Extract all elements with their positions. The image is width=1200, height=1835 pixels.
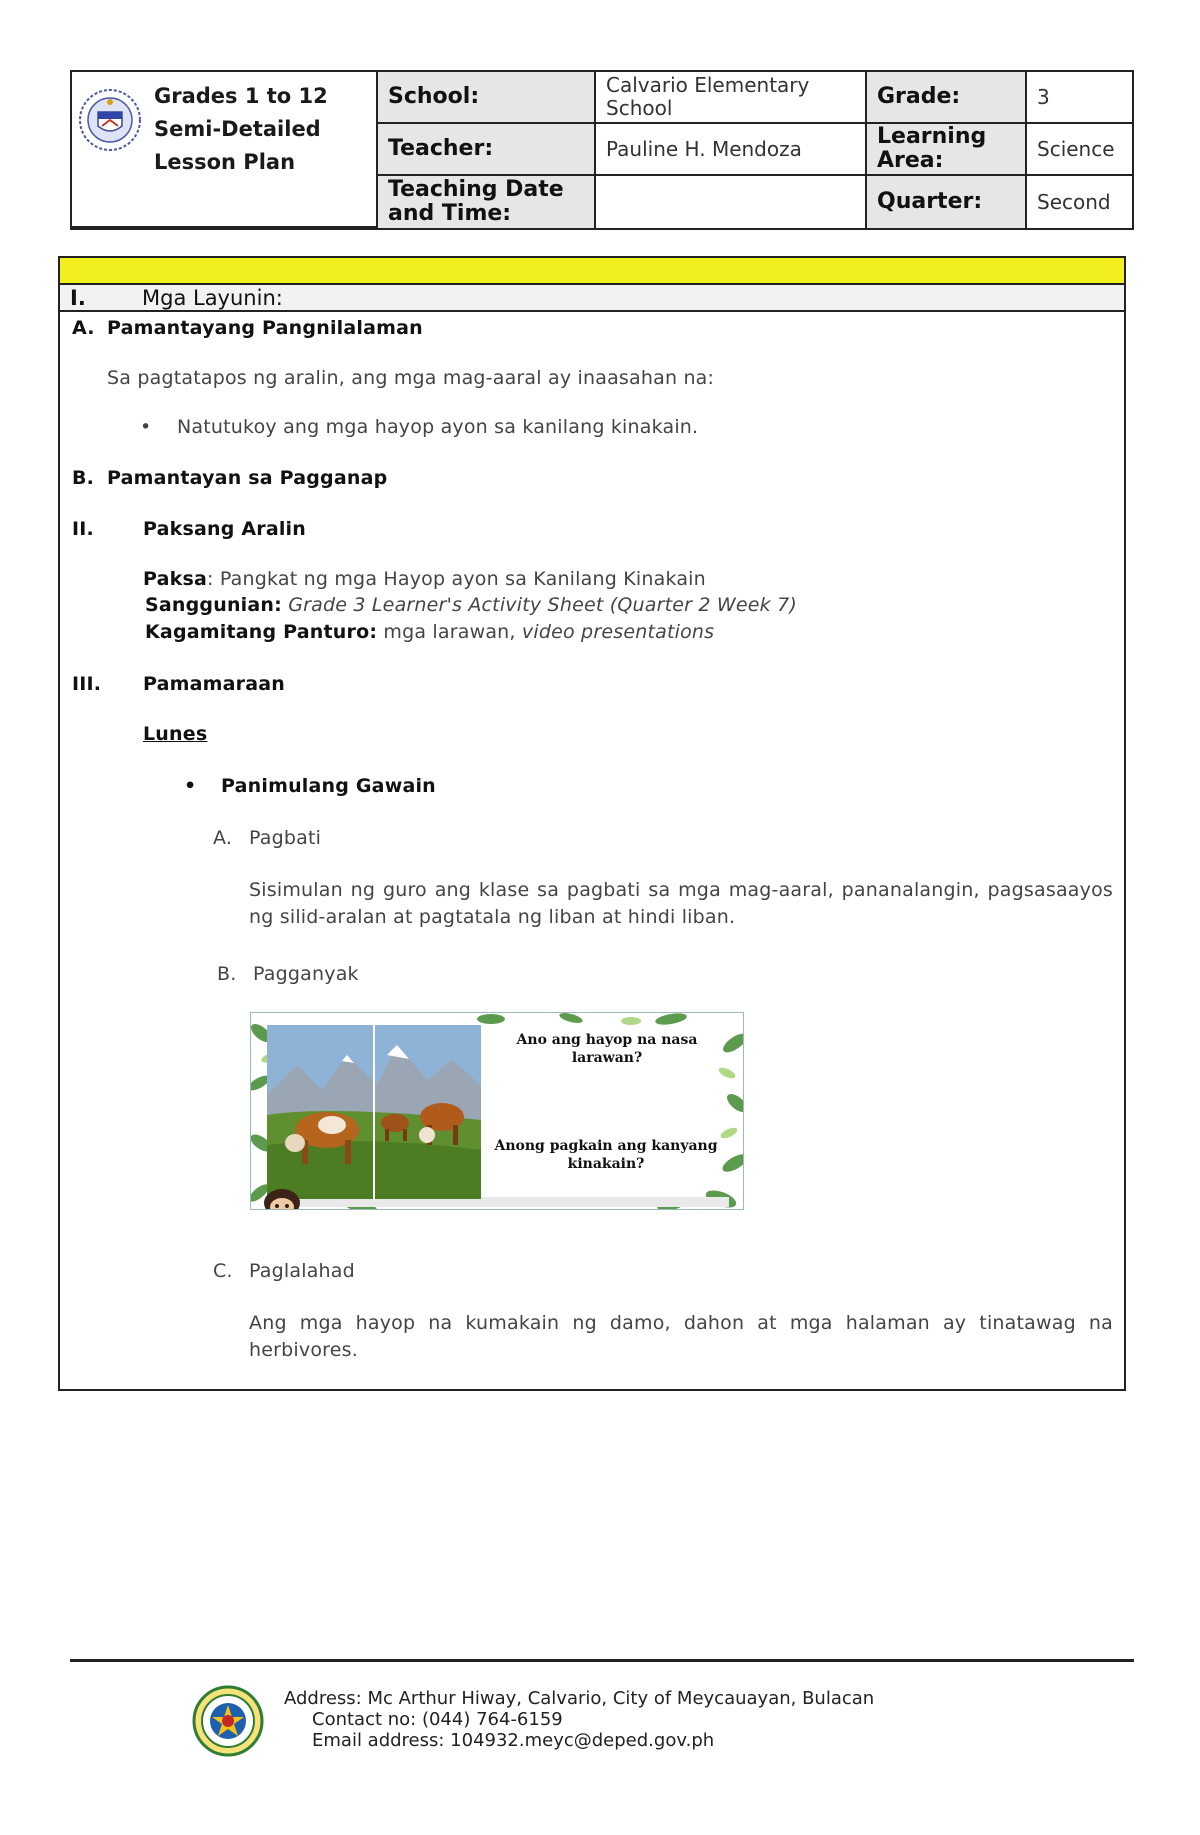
- paksa-value: : Pangkat ng mga Hayop ayon sa Kanilang Kinakain: [207, 568, 706, 590]
- header-title-cell: [72, 72, 378, 228]
- step-a-description: Sisimulan ng guro ang klase sa pagbati sa mga mag-aaral, pananalangin, pagsasaayos ng silid-aralan at pagtatala ng liban at hindi liban.: [249, 879, 1113, 928]
- teacher-label: Teacher:: [378, 124, 596, 176]
- kagamitan-value-italic: video presentations: [521, 621, 715, 643]
- kagamitan-value: mga larawan,: [383, 621, 516, 643]
- sanggunian-line: [145, 594, 797, 616]
- step-c-letter: C.: [213, 1260, 233, 1282]
- footer-divider: [70, 1659, 1134, 1662]
- procedure-heading: Pamamaraan: [143, 673, 286, 695]
- section-iii-number: III.: [72, 673, 102, 695]
- lesson-body: [58, 256, 1126, 1391]
- school-value: Calvario Elementary School: [596, 72, 867, 124]
- step-a-title: Pagbati: [249, 827, 322, 849]
- grade-label: Grade:: [867, 72, 1027, 124]
- sanggunian-value: Grade 3 Learner's Activity Sheet (Quarter 2 Week 7): [288, 594, 798, 616]
- section-objectives-heading: [60, 285, 1124, 312]
- teacher-value: Pauline H. Mendoza: [596, 124, 867, 176]
- footer-address: Address: Mc Arthur Hiway, Calvario, City of Meycauayan, Bulacan: [284, 1688, 875, 1709]
- step-a-letter: A.: [213, 827, 233, 849]
- title-line-3: Lesson Plan: [154, 150, 296, 174]
- footer-contact: Contact no: (044) 764-6159: [312, 1709, 563, 1730]
- step-b-letter: B.: [217, 963, 237, 985]
- motivation-slide-image: [250, 1012, 744, 1210]
- grade-value: 3: [1027, 72, 1132, 124]
- paksa-line: [143, 568, 706, 590]
- quarter-value: Second: [1037, 189, 1111, 214]
- slide-question-1: Ano ang hayop na nasa larawan?: [516, 1032, 698, 1066]
- school-label: School:: [378, 72, 596, 124]
- item-b-letter: B.: [72, 467, 95, 489]
- item-a-letter: A.: [72, 317, 95, 339]
- kagamitan-label: Kagamitang Panturo:: [145, 621, 378, 643]
- slide-question-2: Anong pagkain ang kanyang kinakain?: [494, 1138, 718, 1172]
- objective-bullet: Natutukoy ang mga hayop ayon sa kanilang kinakain.: [177, 416, 699, 438]
- title-line-1: Grades 1 to 12: [154, 84, 328, 108]
- content-standard-heading: Pamantayang Pangnilalaman: [107, 317, 423, 339]
- teaching-date-label: Teaching Date and Time:: [378, 176, 596, 228]
- learning-area-value: Science: [1027, 124, 1132, 176]
- activity-heading: Panimulang Gawain: [221, 775, 436, 797]
- subject-matter-heading: Paksang Aralin: [143, 518, 306, 540]
- title-line-2: Semi-Detailed: [154, 117, 321, 141]
- cows-grazing-photo: [267, 1025, 481, 1199]
- learning-area-label: Learning Area:: [867, 124, 1027, 176]
- cartoon-avatar-icon: [261, 1179, 303, 1210]
- bullet-dot: •: [140, 416, 152, 438]
- section-ii-number: II.: [72, 518, 94, 540]
- yellow-banner: [60, 258, 1124, 285]
- paksa-label: Paksa: [143, 568, 208, 590]
- footer-email: Email address: 104932.meyc@deped.gov.ph: [312, 1730, 715, 1751]
- deped-seal-icon: [78, 88, 142, 152]
- objectives-intro: Sa pagtatapos ng aralin, ang mga mag-aaral ay inaasahan na:: [107, 367, 715, 389]
- header-table: [70, 70, 1134, 230]
- kagamitan-line: [145, 621, 714, 643]
- lesson-plan-title: [154, 80, 328, 179]
- school-seal-icon: [192, 1685, 264, 1757]
- teaching-date-value: [596, 176, 867, 228]
- day-heading: Lunes: [143, 723, 208, 745]
- section-number: I.: [70, 285, 86, 310]
- step-c-title: Paglalahad: [249, 1260, 355, 1282]
- section-title: Mga Layunin:: [142, 285, 283, 310]
- performance-standard-heading: Pamantayan sa Pagganap: [107, 467, 388, 489]
- sanggunian-label: Sanggunian:: [145, 594, 282, 616]
- step-b-title: Pagganyak: [253, 963, 359, 985]
- step-c-description: Ang mga hayop na kumakain ng damo, dahon at mga halaman ay tinatawag na herbivores.: [249, 1312, 1113, 1361]
- quarter-label: Quarter:: [867, 176, 1027, 228]
- activity-bullet-dot: •: [184, 775, 197, 797]
